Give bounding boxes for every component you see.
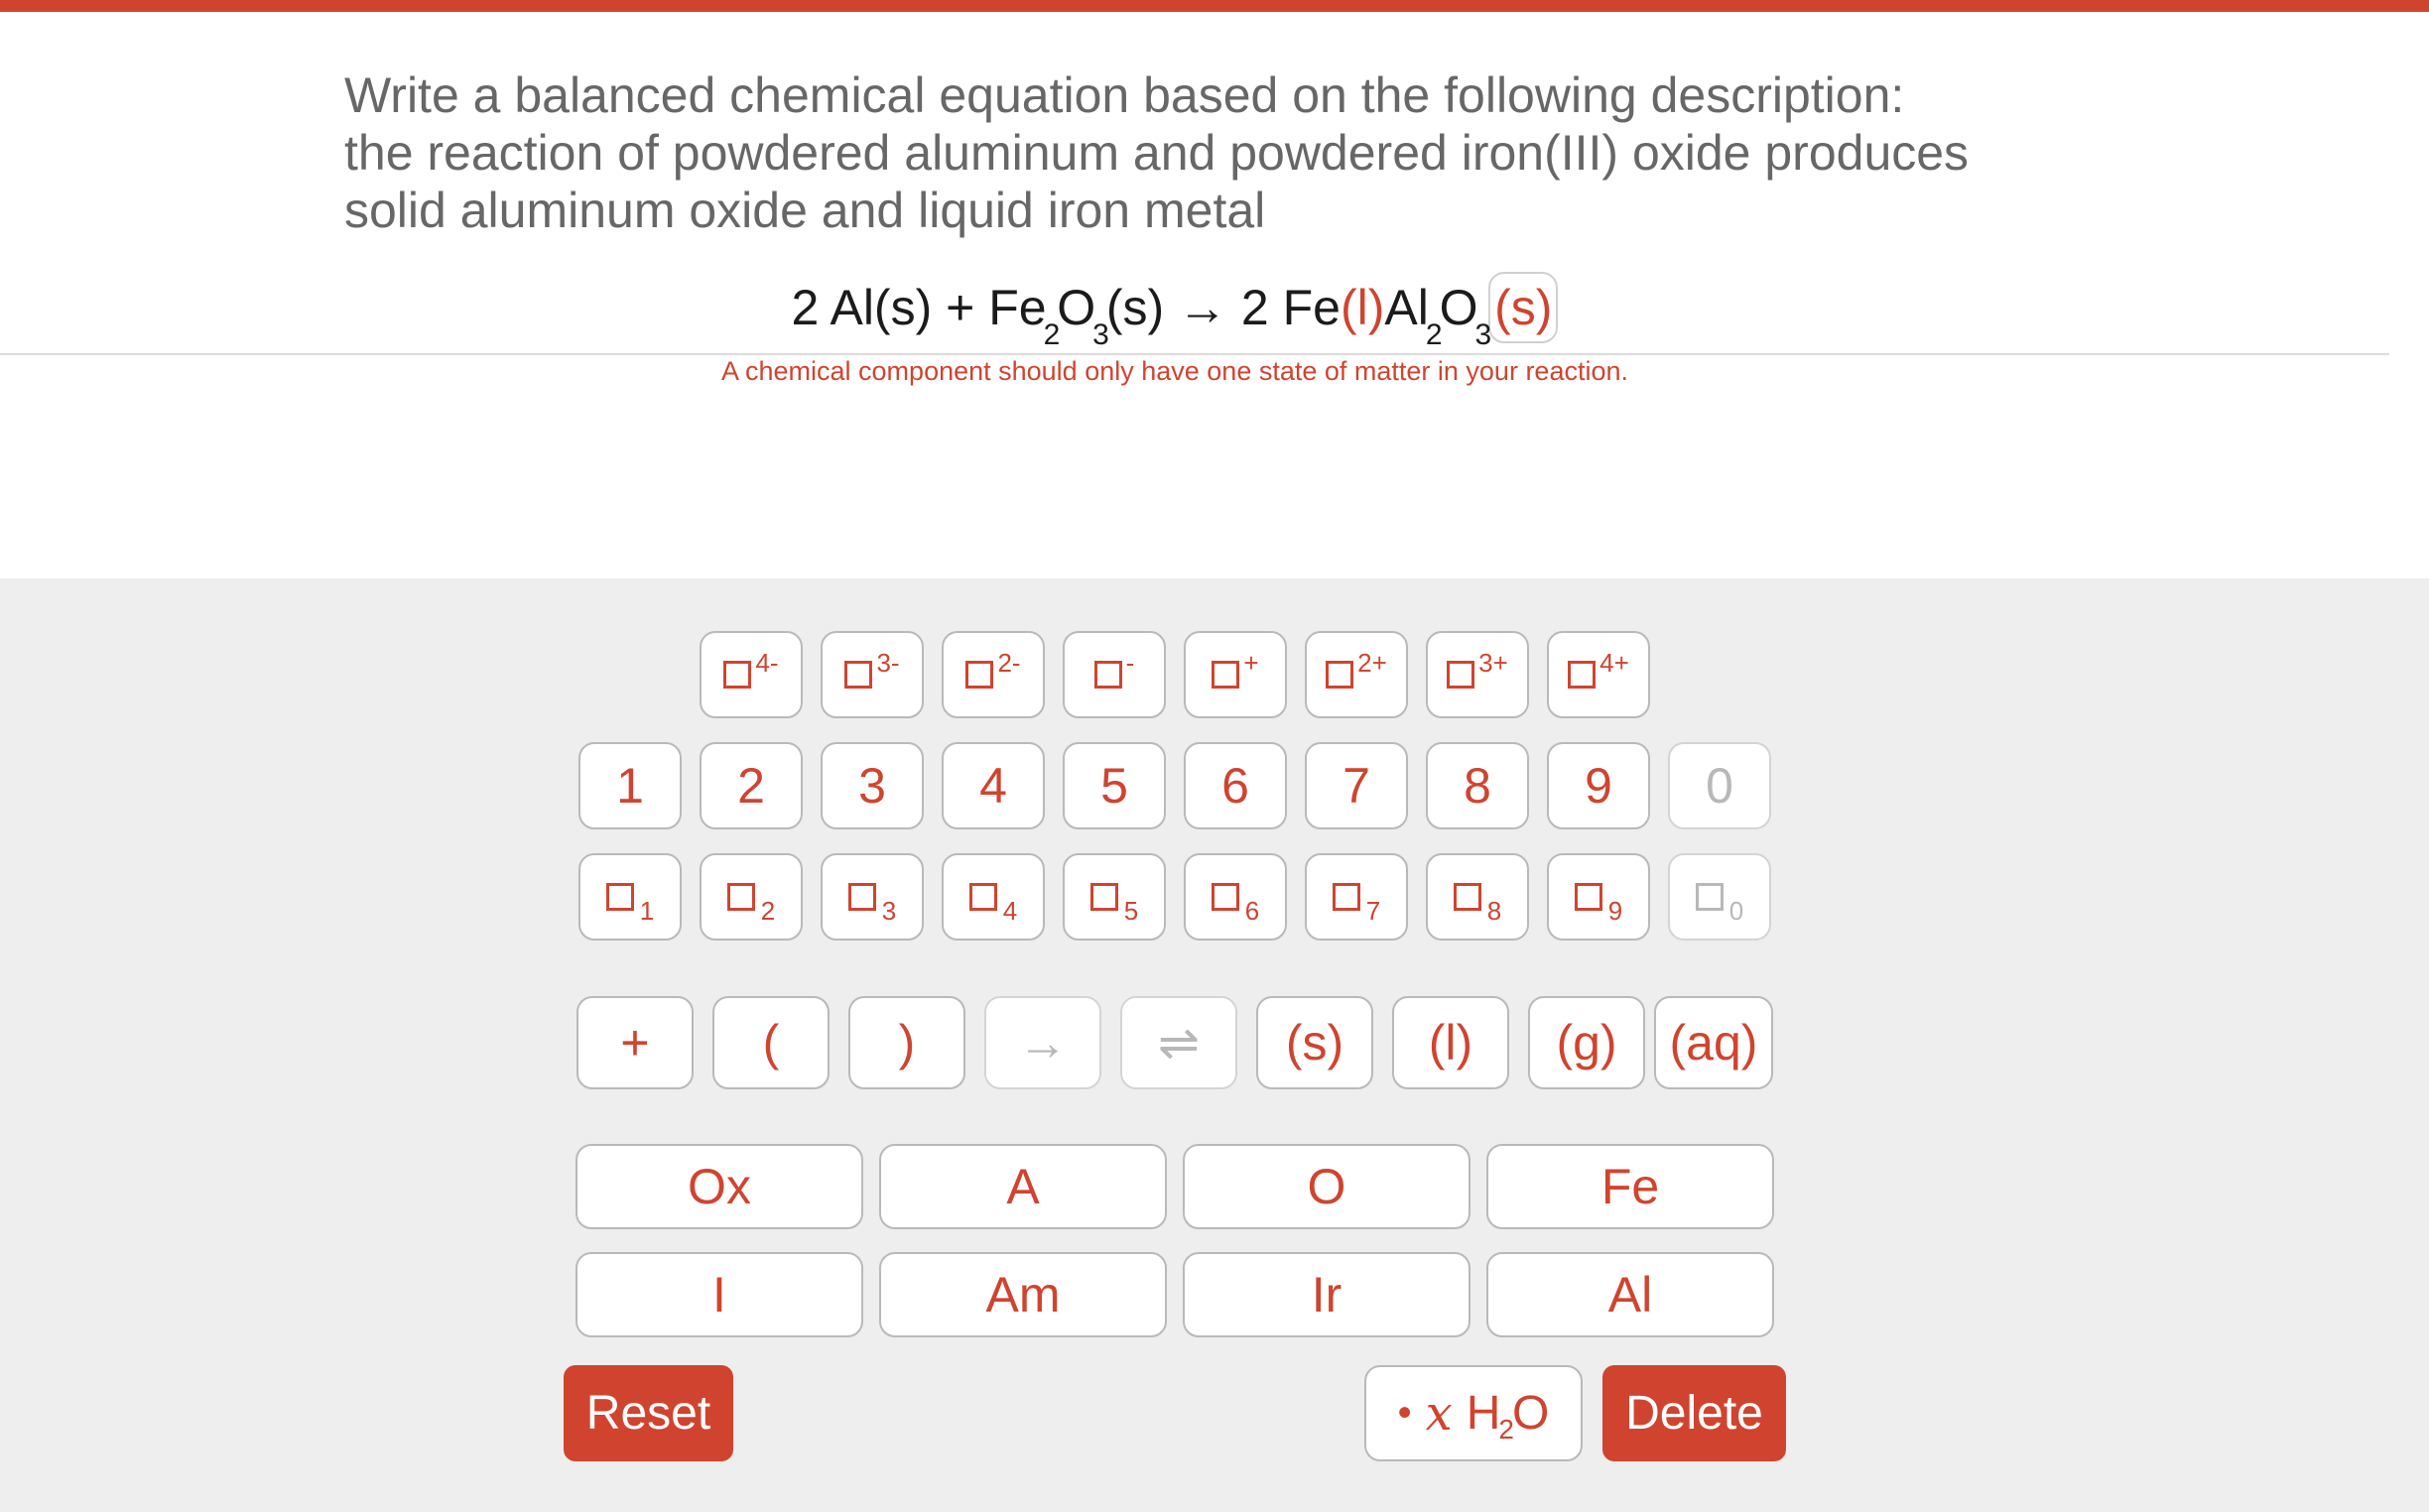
water-x: x	[1425, 1385, 1453, 1442]
box-icon	[1212, 661, 1239, 689]
element-key-i[interactable]: I	[575, 1252, 863, 1337]
element-key-am[interactable]: Am	[879, 1252, 1167, 1337]
element-key-a[interactable]: A	[879, 1144, 1167, 1229]
digit-key-9[interactable]: 9	[1547, 742, 1650, 829]
digit-key-8[interactable]: 8	[1426, 742, 1529, 829]
subscript-key-2[interactable]: 2	[700, 853, 803, 941]
subscript-key-3[interactable]: 3	[821, 853, 924, 941]
water-h: H	[1466, 1387, 1501, 1440]
equation-subscript: 2	[1043, 318, 1061, 351]
equation-part: O	[1439, 280, 1478, 335]
state-aqueous-key[interactable]: (aq)	[1654, 996, 1773, 1089]
water-o: O	[1512, 1387, 1550, 1440]
equation-part: O	[1057, 280, 1096, 335]
keyboard-panel	[0, 578, 2429, 1512]
equation-part: Al	[1384, 280, 1429, 335]
box-icon	[606, 883, 634, 911]
box-icon	[1575, 883, 1602, 911]
box-icon	[723, 661, 751, 689]
box-icon	[1696, 883, 1724, 911]
subscript-key-7[interactable]: 7	[1305, 853, 1408, 941]
delete-button[interactable]: Delete	[1602, 1365, 1786, 1461]
state-liquid-key[interactable]: (l)	[1392, 996, 1509, 1089]
box-icon	[1454, 883, 1481, 911]
box-icon	[1326, 661, 1353, 689]
question-line-1: Write a balanced chemical equation based on the following description:	[344, 67, 1905, 123]
subscript-key-5[interactable]: 5	[1063, 853, 1166, 941]
charge-key-2-minus[interactable]: 2-	[942, 631, 1045, 718]
subscript-key-4[interactable]: 4	[942, 853, 1045, 941]
water-dot: •	[1397, 1391, 1412, 1435]
element-key-o[interactable]: O	[1183, 1144, 1470, 1229]
equation-subscript: 3	[1092, 318, 1109, 351]
question-line-3: solid aluminum oxide and liquid iron metal	[344, 183, 1266, 238]
box-icon	[1568, 661, 1596, 689]
state-solid-key[interactable]: (s)	[1256, 996, 1373, 1089]
charge-key-minus[interactable]: -	[1063, 631, 1166, 718]
state-gas-key[interactable]: (g)	[1528, 996, 1645, 1089]
box-icon	[848, 883, 876, 911]
element-key-ox[interactable]: Ox	[575, 1144, 863, 1229]
question-text	[344, 66, 2130, 239]
equation-subscript: 3	[1474, 318, 1492, 351]
box-icon	[969, 883, 997, 911]
water-of-hydration-button[interactable]	[1364, 1365, 1583, 1461]
equation-state-error: (l)	[1340, 280, 1385, 335]
digit-key-2[interactable]: 2	[700, 742, 803, 829]
digit-key-3[interactable]: 3	[821, 742, 924, 829]
reaction-arrow-key[interactable]: →	[984, 996, 1101, 1089]
subscript-key-1[interactable]: 1	[578, 853, 682, 941]
element-key-al[interactable]: Al	[1486, 1252, 1774, 1337]
equation-part: (s) → 2 Fe	[1105, 280, 1341, 335]
equation-subscript: 2	[1425, 318, 1443, 351]
error-message: A chemical component should only have one state of matter in your reaction.	[720, 356, 1629, 386]
box-icon	[1094, 661, 1122, 689]
answer-equation[interactable]	[0, 268, 2350, 351]
box-icon	[965, 661, 993, 689]
box-icon	[1447, 661, 1474, 689]
equilibrium-arrow-key[interactable]: ⇌	[1120, 996, 1237, 1089]
box-icon	[1333, 883, 1360, 911]
question-line-2: the reaction of powdered aluminum and powdered iron(III) oxide produces	[344, 125, 1970, 181]
box-icon	[1212, 883, 1239, 911]
box-icon	[727, 883, 755, 911]
charge-key-plus[interactable]: +	[1184, 631, 1287, 718]
close-paren-key[interactable]: )	[848, 996, 965, 1089]
element-key-ir[interactable]: Ir	[1183, 1252, 1470, 1337]
digit-key-1[interactable]: 1	[578, 742, 682, 829]
subscript-key-6[interactable]: 6	[1184, 853, 1287, 941]
subscript-key-9[interactable]: 9	[1547, 853, 1650, 941]
box-icon	[844, 661, 872, 689]
charge-key-4-plus[interactable]: 4+	[1547, 631, 1650, 718]
equation-part: 2 Al(s) + Fe	[791, 280, 1047, 335]
subscript-key-0[interactable]: 0	[1668, 853, 1771, 941]
water-subscript: 2	[1498, 1413, 1514, 1445]
charge-key-4-minus[interactable]: 4-	[700, 631, 803, 718]
element-key-fe[interactable]: Fe	[1486, 1144, 1774, 1229]
reset-button[interactable]: Reset	[564, 1365, 733, 1461]
digit-key-4[interactable]: 4	[942, 742, 1045, 829]
plus-key[interactable]: +	[576, 996, 694, 1089]
charge-key-2-plus[interactable]: 2+	[1305, 631, 1408, 718]
digit-key-5[interactable]: 5	[1063, 742, 1166, 829]
charge-key-3-plus[interactable]: 3+	[1426, 631, 1529, 718]
digit-key-6[interactable]: 6	[1184, 742, 1287, 829]
charge-key-3-minus[interactable]: 3-	[821, 631, 924, 718]
top-accent-bar	[0, 0, 2429, 12]
digit-key-0[interactable]: 0	[1668, 742, 1771, 829]
equation-cursor-state[interactable]: (s)	[1488, 272, 1558, 343]
box-icon	[1090, 883, 1118, 911]
digit-key-7[interactable]: 7	[1305, 742, 1408, 829]
subscript-key-8[interactable]: 8	[1426, 853, 1529, 941]
open-paren-key[interactable]: (	[712, 996, 830, 1089]
